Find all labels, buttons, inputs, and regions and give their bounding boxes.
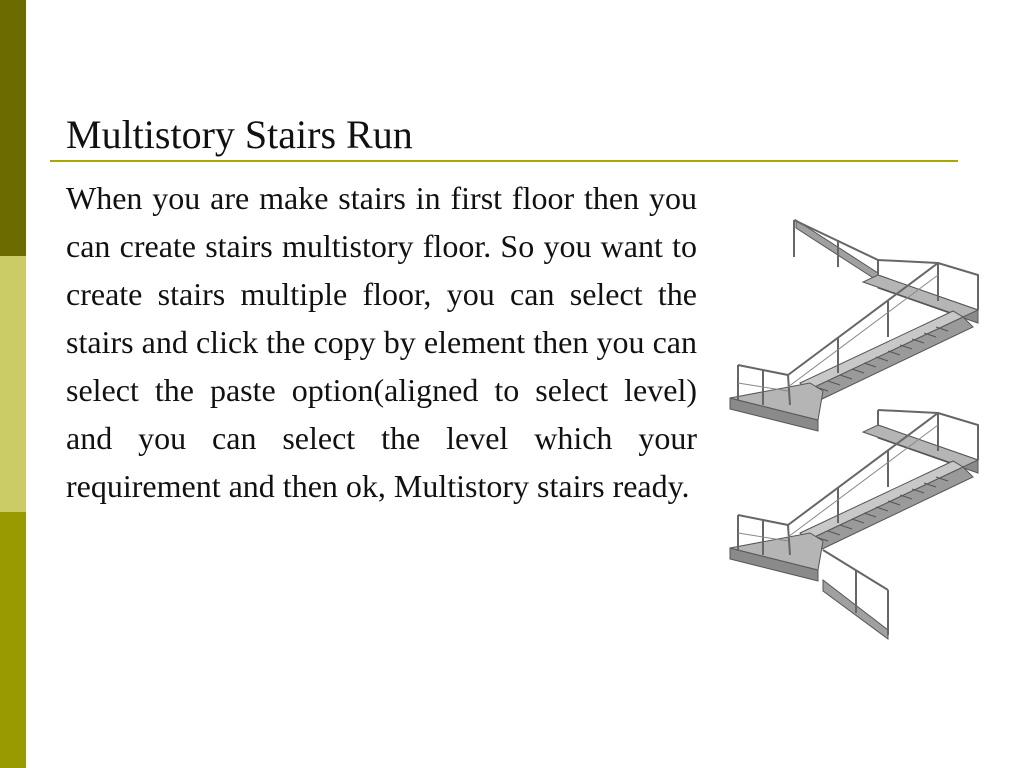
side-accent-bar (0, 0, 26, 768)
body-paragraph: When you are make stairs in first floor then you can create stairs multistory floor. So you want to create stairs multiple floor, you can select the stairs and click the copy by element then you can select the paste option(aligned to select level) and you can select the level which your requirement and then ok, Multistory stairs ready. (66, 180, 697, 504)
title-underline (50, 160, 958, 162)
stairs-upper-flight (730, 220, 978, 431)
side-bar-top-segment (0, 0, 26, 256)
side-bar-middle-segment (0, 256, 26, 512)
side-bar-bottom-segment (0, 512, 26, 768)
multistory-stairs-illustration (728, 215, 984, 647)
stairs-lower-flight (730, 410, 978, 639)
slide-title: Multistory Stairs Run (66, 112, 413, 157)
